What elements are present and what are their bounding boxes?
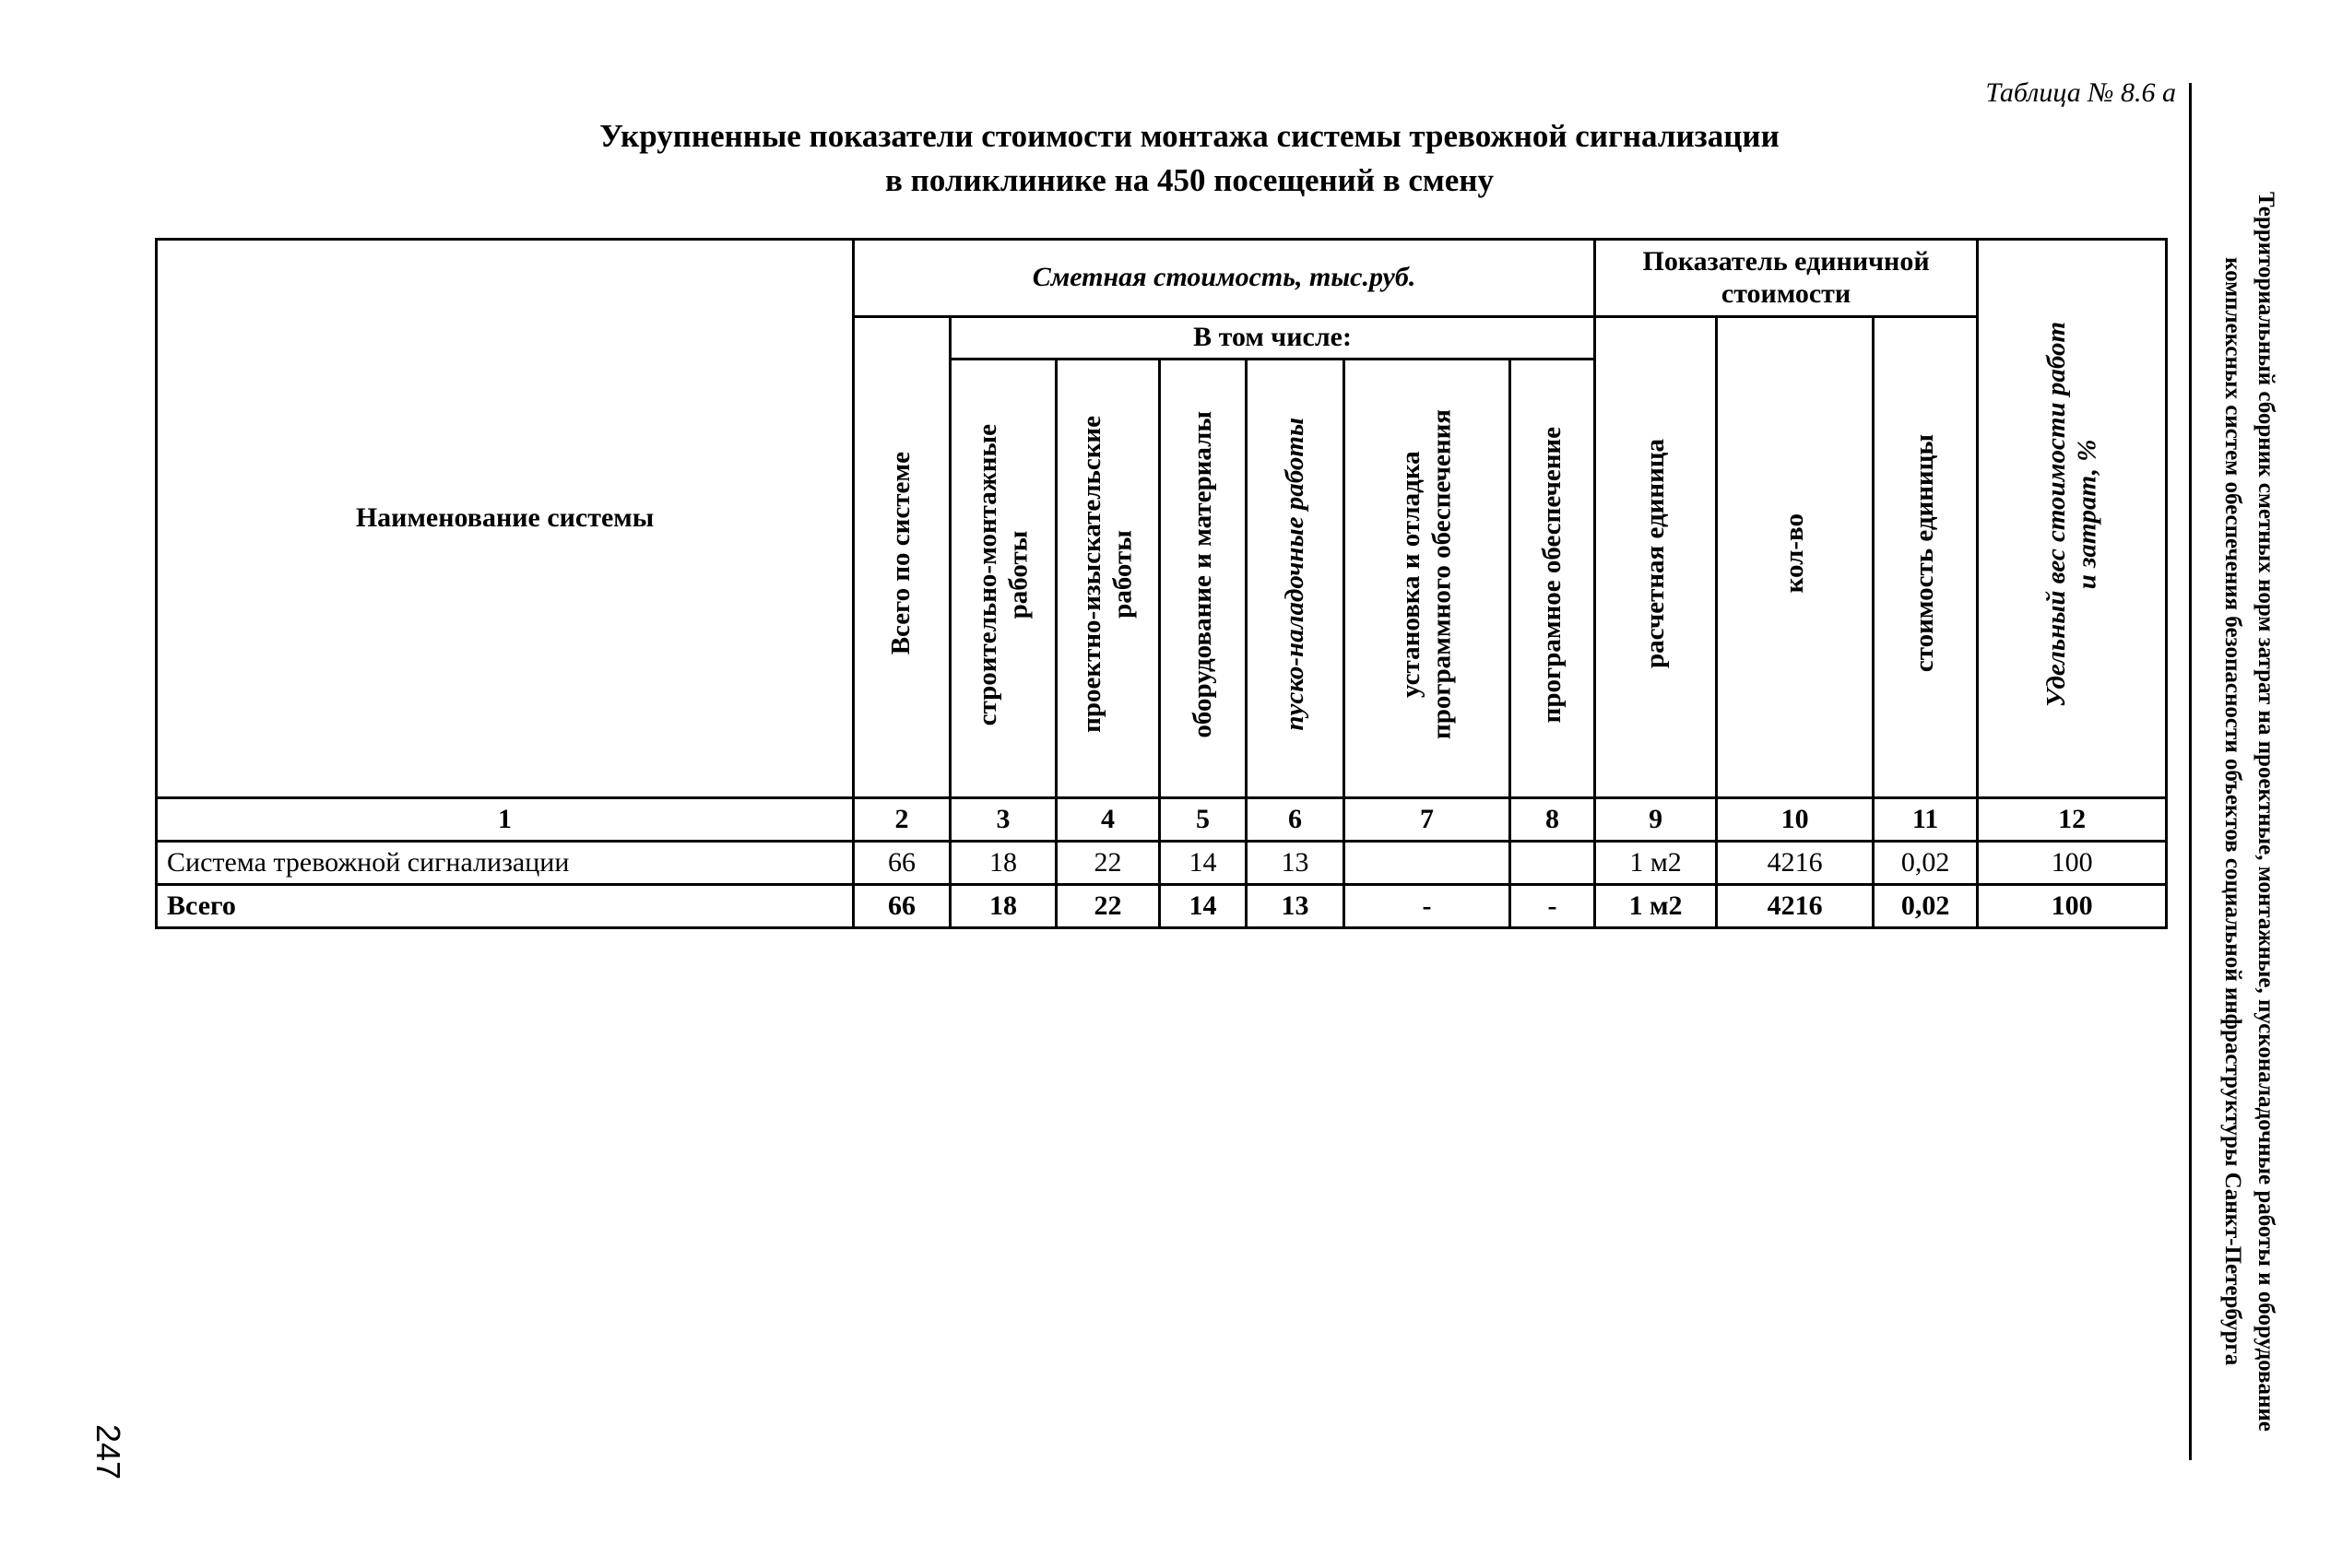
cell-software	[1510, 842, 1595, 885]
column-number: 7	[1344, 798, 1510, 842]
cell-total: 66	[854, 885, 951, 928]
column-number: 2	[854, 798, 951, 842]
side-text-line-2: комплексных систем обеспечения безопасности объектов социальной инфраструктуры Санкт-Петербурга	[2220, 256, 2245, 1366]
column-number-row	[157, 798, 2167, 842]
header-software-text: програмное обеспечение	[1536, 426, 1567, 723]
header-commissioning	[1247, 360, 1344, 798]
header-total	[854, 317, 951, 798]
header-unit-cost-text: стоимость единицы	[1910, 434, 1940, 673]
header-commissioning-text: пуско-наладочные работы	[1279, 418, 1309, 732]
header-estimated-cost: Сметная стоимость, тыс.руб.	[854, 240, 1595, 317]
column-number: 4	[1057, 798, 1160, 842]
header-equipment-text: оборудование и материалы	[1187, 410, 1217, 738]
header-construction	[951, 360, 1057, 798]
column-number: 5	[1160, 798, 1247, 842]
column-number: 11	[1874, 798, 1978, 842]
column-number: 6	[1247, 798, 1344, 842]
table-label: Таблица № 8.6 а	[1985, 77, 2176, 108]
title-line-2: в поликлинике на 450 посещений в смену	[885, 162, 1494, 198]
cell-unit-cost: 0,02	[1874, 885, 1978, 928]
cell-equipment: 14	[1160, 842, 1247, 885]
cell-qty: 4216	[1717, 842, 1874, 885]
side-text-line-1: Территориальный сборник сметных норм затрат на проектные, монтажные, пусконаладочные работы и оборудование	[2253, 191, 2278, 1432]
header-total-text: Всего по системе	[886, 452, 917, 655]
cell-share: 100	[1978, 842, 2167, 885]
column-number: 9	[1595, 798, 1717, 842]
header-unit-indicator: Показатель единичной стоимости	[1595, 240, 1978, 317]
header-including: В том числе:	[951, 317, 1595, 360]
cell-commissioning: 13	[1247, 842, 1344, 885]
cell-software-install: -	[1344, 885, 1510, 928]
cell-commissioning: 13	[1247, 885, 1344, 928]
cell-unit: 1 м2	[1595, 885, 1717, 928]
page-title	[415, 114, 1964, 203]
table-row	[157, 842, 2167, 885]
header-share-text: Удельный вес стоимости работ и затрат, %	[2040, 322, 2102, 708]
cell-construction: 18	[951, 842, 1057, 885]
row-name: Система тревожной сигнализации	[157, 842, 854, 885]
cell-software-install	[1344, 842, 1510, 885]
cell-share: 100	[1978, 885, 2167, 928]
header-share	[1978, 240, 2167, 798]
header-unit-cost	[1874, 317, 1978, 798]
side-running-header	[2208, 166, 2282, 1456]
header-software-install-text: установка и отладка программного обеспечения	[1396, 409, 1457, 740]
cell-equipment: 14	[1160, 885, 1247, 928]
cell-total: 66	[854, 842, 951, 885]
row-name: Всего	[157, 885, 854, 928]
cell-unit-cost: 0,02	[1874, 842, 1978, 885]
header-software-install	[1344, 360, 1510, 798]
header-design	[1057, 360, 1160, 798]
header-name: Наименование системы	[157, 240, 854, 798]
cell-design: 22	[1057, 842, 1160, 885]
page-number: 247	[89, 1424, 127, 1480]
header-equipment	[1160, 360, 1247, 798]
header-software	[1510, 360, 1595, 798]
header-design-text: проектно-изыскательские работы	[1077, 416, 1138, 734]
column-number: 1	[157, 798, 854, 842]
cell-construction: 18	[951, 885, 1057, 928]
table-row-total	[157, 885, 2167, 928]
header-construction-text: строительно-монтажные работы	[972, 423, 1033, 725]
column-number: 8	[1510, 798, 1595, 842]
cell-software: -	[1510, 885, 1595, 928]
cost-table	[155, 238, 2168, 929]
cell-design: 22	[1057, 885, 1160, 928]
margin-divider-line	[2189, 83, 2192, 1460]
column-number: 3	[951, 798, 1057, 842]
column-number: 12	[1978, 798, 2167, 842]
cell-unit: 1 м2	[1595, 842, 1717, 885]
header-qty	[1717, 317, 1874, 798]
column-number: 10	[1717, 798, 1874, 842]
header-qty-text: кол-во	[1779, 513, 1809, 594]
cell-qty: 4216	[1717, 885, 1874, 928]
title-line-1: Укрупненные показатели стоимости монтажа системы тревожной сигнализации	[599, 118, 1780, 154]
header-unit-text: расчетная единица	[1639, 438, 1670, 668]
header-unit	[1595, 317, 1717, 798]
